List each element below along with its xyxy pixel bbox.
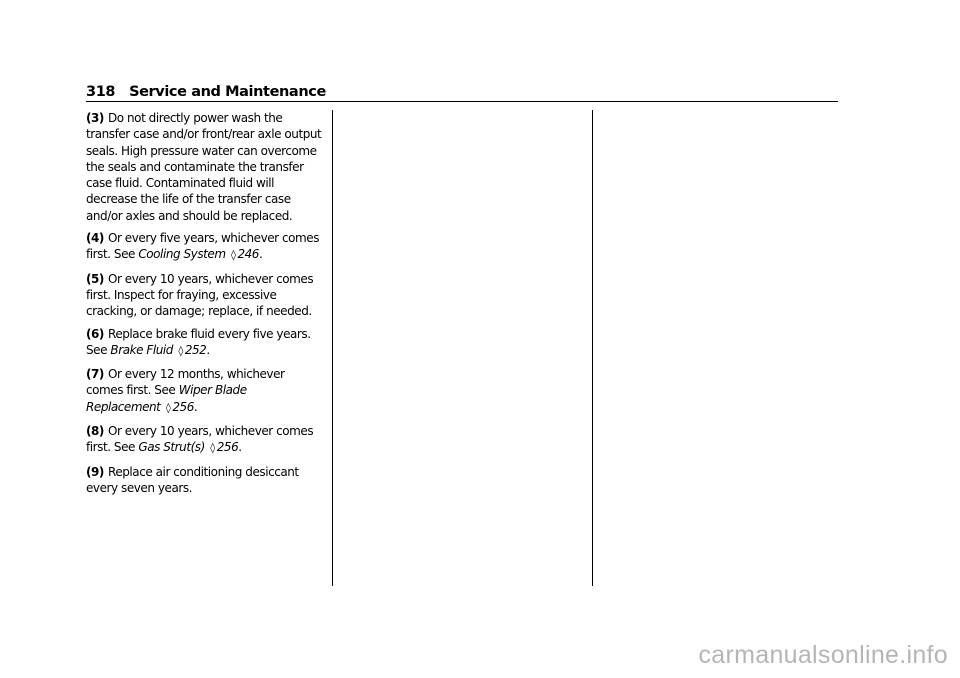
page-ref-arrow-icon: ◊ [230, 250, 236, 262]
note-tag: (8) [86, 424, 104, 439]
page-reference[interactable]: 256 [172, 399, 194, 414]
column-divider-2 [592, 110, 593, 586]
note-text: Replace air conditioning desiccant every seven years. [86, 464, 299, 495]
note-text: Or every 10 years, whichever comes first. Inspect for fraying, excessive cracking, or damage; replace, if needed. [86, 271, 314, 319]
note-4 [86, 230, 322, 265]
sentence-end: . [238, 440, 242, 455]
section-title: Service and Maintenance [129, 84, 326, 100]
note-tag: (4) [86, 231, 104, 246]
cross-reference-link[interactable]: Brake Fluid [110, 342, 173, 357]
note-tag: (7) [86, 367, 104, 382]
page-number: 318 [86, 84, 116, 100]
page-reference[interactable]: 246 [237, 247, 259, 262]
note-7 [86, 366, 322, 417]
note-6 [86, 326, 322, 361]
note-tag: (6) [86, 326, 104, 341]
page-reference[interactable]: 256 [216, 440, 239, 455]
note-text: Do not directly power wash the transfer case and/or front/rear axle output seals. High pressure water can overcome the seals and contaminate the transfer case fluid. Contaminated fluid will decrease the life of the transfer case and/or axles and should be replaced. [86, 111, 322, 223]
sentence-end: . [259, 247, 263, 262]
note-9 [86, 464, 322, 497]
note-text: Replace brake fluid every five years. See [86, 326, 311, 357]
cross-reference-link[interactable]: Cooling System [138, 247, 226, 262]
column-divider-1 [332, 110, 333, 586]
note-text: Or every 12 months, whichever comes first. See [86, 367, 285, 398]
note-3 [86, 110, 322, 224]
page-header [86, 83, 838, 102]
note-text: Or every five years, whichever comes first. See [86, 231, 320, 262]
note-8 [86, 423, 322, 458]
note-5 [86, 271, 322, 320]
note-text: Or every 10 years, whichever comes first. See [86, 424, 314, 455]
sentence-end: . [193, 399, 198, 414]
page-ref-arrow-icon: ◊ [178, 345, 183, 357]
sentence-end: . [206, 342, 210, 357]
note-tag: (9) [86, 464, 104, 479]
watermark: carmanualsonline.info [698, 641, 948, 669]
page-ref-arrow-icon: ◊ [165, 402, 171, 414]
cross-reference-link[interactable]: Wiper Blade Replacement [86, 383, 247, 414]
page-reference[interactable]: 252 [184, 342, 207, 357]
note-tag: (5) [86, 271, 104, 286]
note-tag: (3) [86, 111, 104, 125]
notes-column [86, 110, 322, 502]
cross-reference-link[interactable]: Gas Strut(s) [138, 440, 205, 455]
page-ref-arrow-icon: ◊ [210, 443, 215, 455]
